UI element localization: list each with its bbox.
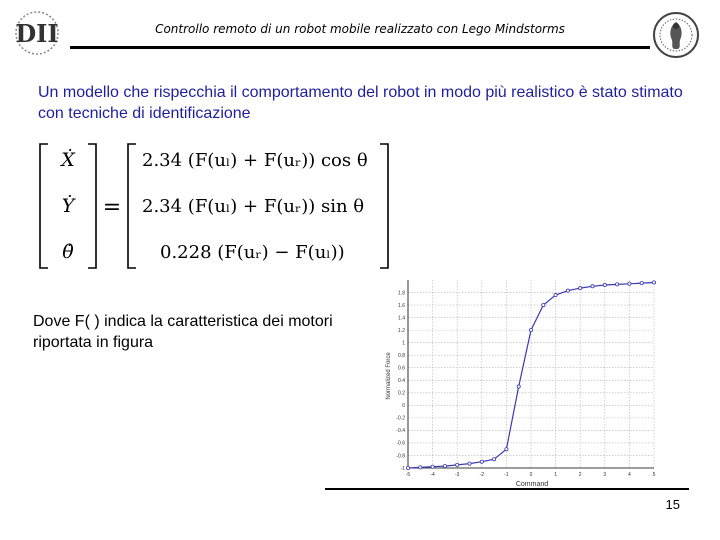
data-point: [628, 282, 631, 285]
series-points: [406, 281, 655, 470]
y-tick-label: -0.2: [396, 415, 405, 422]
x-tick-label: 5: [652, 472, 656, 478]
university-seal-logo: [652, 10, 700, 60]
formula-rhs-row3: 0.228 (F(uᵣ) − F(uₗ)): [160, 242, 345, 263]
y-tick-label: 1: [402, 340, 405, 347]
y-tick-label: 1.6: [398, 302, 405, 309]
data-point: [443, 465, 446, 468]
data-point: [640, 282, 643, 285]
data-point: [419, 466, 422, 469]
x-tick-label: 3: [603, 472, 607, 478]
x-tick-label: 1: [554, 472, 557, 478]
y-tick-label: 0.2: [398, 390, 405, 397]
y-tick-label: -0.6: [396, 440, 405, 447]
y-tick-label: -1: [400, 465, 405, 472]
data-point: [566, 289, 569, 292]
x-tick-label: 0: [529, 472, 533, 478]
x-tick-label: -3: [454, 472, 460, 478]
x-tick-label: 2: [578, 472, 582, 478]
x-tick-label: -1: [504, 472, 509, 478]
y-tick-label: 0.8: [398, 353, 405, 359]
y-tick-label: 1.2: [398, 327, 405, 334]
header-rule: [70, 46, 650, 49]
data-point: [480, 460, 483, 463]
plot-ticks: [396, 290, 655, 478]
data-point: [431, 465, 434, 468]
page-number: 15: [665, 497, 680, 512]
data-point: [493, 458, 496, 461]
motor-characteristic-plot: [372, 272, 664, 494]
formula-lhs-y: Ẏ: [61, 195, 75, 217]
data-point: [529, 329, 532, 332]
x-tick-label: -2: [479, 472, 485, 478]
header-title: Controllo remoto di un robot mobile realizzato con Lego Mindstorms: [155, 22, 565, 36]
data-point: [517, 385, 520, 388]
x-tick-label: 4: [628, 472, 631, 478]
dii-logo-text: DII: [15, 19, 59, 48]
data-point: [505, 448, 508, 451]
y-tick-label: 0.4: [398, 378, 405, 385]
y-tick-label: -0.4: [396, 428, 405, 435]
dii-logo: [8, 10, 66, 56]
data-point: [603, 283, 606, 286]
y-tick-label: 1.8: [398, 290, 405, 297]
y-tick-label: 0: [402, 403, 405, 410]
caption-text: Dove F( ) indica la caratteristica dei motori riportata in figura: [33, 313, 333, 351]
x-axis-label: Command: [515, 481, 549, 488]
data-point: [554, 293, 557, 296]
intro-text: Un modello che rispecchia il comportamento del robot in modo più realistico è stato stimato con tecniche di identificazione: [38, 84, 683, 122]
y-tick-label: 1.4: [398, 315, 405, 322]
data-point: [542, 303, 545, 306]
formula-equals: =: [102, 195, 122, 220]
data-point: [406, 466, 409, 469]
footer-rule: [325, 488, 689, 490]
formula-rhs-row2: 2.34 (F(uₗ) + F(uᵣ)) sin θ: [142, 196, 365, 217]
data-point: [579, 287, 582, 290]
data-point: [468, 462, 471, 465]
data-point: [616, 283, 619, 286]
y-tick-label: 0.6: [398, 365, 405, 372]
plot-grid: [408, 280, 654, 468]
y-tick-label: -0.8: [396, 453, 405, 460]
data-point: [456, 463, 459, 466]
y-axis-label: Normalized Force: [386, 352, 392, 400]
x-tick-label: -4: [430, 472, 435, 478]
x-tick-label: -5: [405, 472, 411, 478]
data-point: [652, 281, 655, 284]
kinematic-model-formula: [36, 140, 396, 272]
formula-lhs-theta: θ̇: [62, 241, 74, 263]
formula-lhs-x: Ẋ: [61, 149, 75, 171]
data-point: [591, 285, 594, 288]
formula-rhs-row1: 2.34 (F(uₗ) + F(uᵣ)) cos θ: [142, 150, 368, 171]
